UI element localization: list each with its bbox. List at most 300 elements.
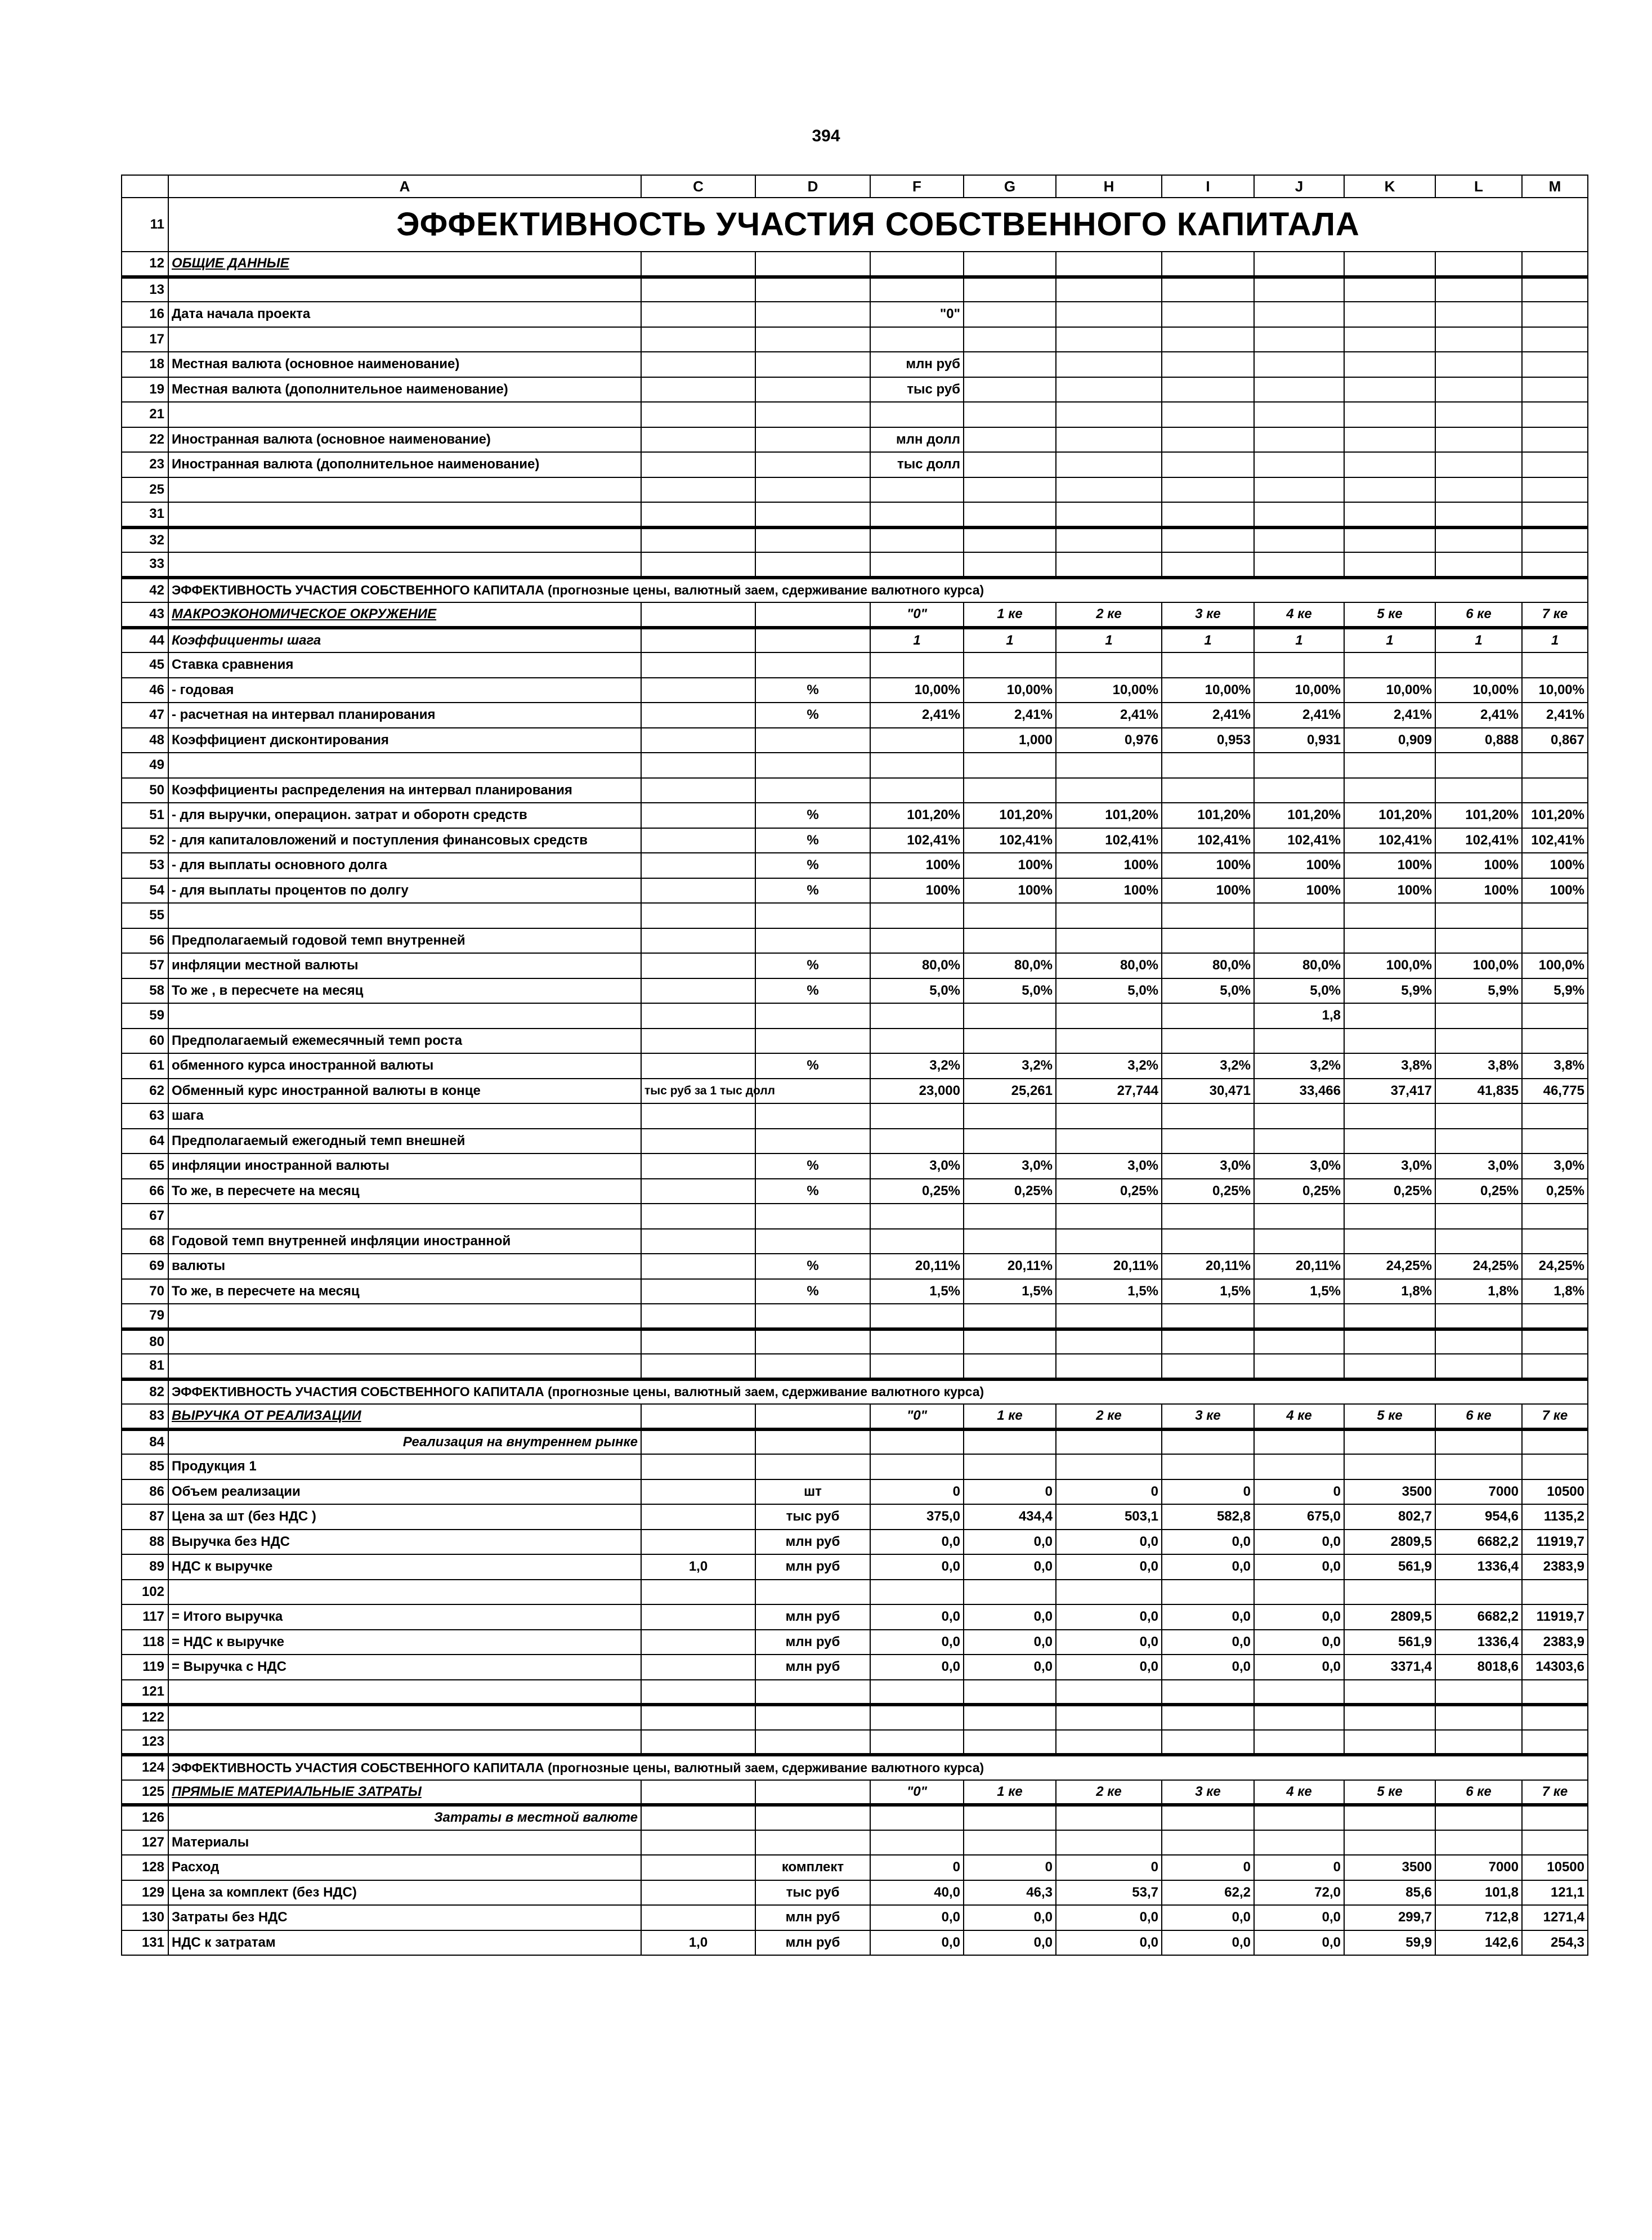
cell[interactable] — [641, 552, 755, 578]
row-label[interactable]: Предполагаемый ежемесячный темп роста — [168, 1029, 641, 1054]
cell[interactable]: 40,0 — [870, 1880, 964, 1906]
row-label[interactable]: шага — [168, 1103, 641, 1129]
cell[interactable]: % — [755, 1179, 870, 1204]
cell[interactable] — [1344, 477, 1435, 503]
cell[interactable] — [1254, 1755, 1344, 1780]
row-label[interactable]: ЭФФЕКТИВНОСТЬ УЧАСТИЯ СОБСТВЕННОГО КАПИТАЛА (прогнозные цены, валютный заем, сдерживание валютного курса) — [168, 1379, 641, 1405]
cell[interactable] — [1254, 1429, 1344, 1455]
row-label[interactable]: Затраты без НДС — [168, 1905, 641, 1930]
cell[interactable] — [1344, 1354, 1435, 1379]
cell[interactable] — [1162, 302, 1254, 327]
cell[interactable]: 3,2% — [1056, 1053, 1162, 1079]
cell[interactable]: 100% — [870, 853, 964, 878]
row-label[interactable]: = НДС к выручке — [168, 1630, 641, 1655]
cell[interactable] — [870, 277, 964, 302]
cell[interactable] — [870, 1680, 964, 1705]
column-header-k[interactable]: K — [1344, 175, 1435, 198]
cell[interactable] — [964, 502, 1056, 527]
cell[interactable] — [870, 1229, 964, 1254]
cell[interactable] — [1162, 1705, 1254, 1730]
cell[interactable]: 102,41% — [1254, 828, 1344, 853]
cell[interactable] — [1056, 502, 1162, 527]
cell[interactable] — [1522, 1029, 1588, 1054]
cell[interactable] — [755, 728, 870, 753]
cell[interactable] — [1254, 578, 1344, 603]
cell[interactable]: 72,0 — [1254, 1880, 1344, 1906]
cell[interactable] — [755, 1680, 870, 1705]
cell[interactable] — [1056, 1805, 1162, 1830]
cell[interactable] — [964, 1830, 1056, 1856]
row-label[interactable]: То же, в пересчете на месяц — [168, 1179, 641, 1204]
cell[interactable]: 2383,9 — [1522, 1630, 1588, 1655]
cell[interactable] — [641, 1129, 755, 1154]
cell[interactable] — [1162, 1204, 1254, 1229]
row-label[interactable]: обменного курса иностранной валюты — [168, 1053, 641, 1079]
cell[interactable] — [1344, 302, 1435, 327]
cell[interactable] — [641, 1905, 755, 1930]
cell[interactable]: 0,0 — [964, 1604, 1056, 1630]
cell[interactable] — [1254, 527, 1344, 553]
cell[interactable]: % — [755, 703, 870, 728]
cell[interactable] — [1056, 1229, 1162, 1254]
cell[interactable]: 6 ке — [1435, 1404, 1522, 1429]
row-label[interactable] — [168, 1730, 641, 1755]
cell[interactable]: 20,11% — [1254, 1254, 1344, 1279]
cell[interactable]: 5,9% — [1522, 978, 1588, 1004]
cell[interactable] — [1162, 1730, 1254, 1755]
cell[interactable] — [1344, 1229, 1435, 1254]
cell[interactable]: 5,9% — [1435, 978, 1522, 1004]
cell[interactable] — [1344, 502, 1435, 527]
cell[interactable]: 100% — [1522, 878, 1588, 904]
cell[interactable]: млн руб — [755, 1655, 870, 1680]
cell[interactable] — [1522, 277, 1588, 302]
cell[interactable] — [1056, 327, 1162, 352]
cell[interactable]: 0,0 — [870, 1655, 964, 1680]
cell[interactable] — [641, 928, 755, 954]
cell[interactable]: 24,25% — [1522, 1254, 1588, 1279]
cell[interactable] — [1056, 527, 1162, 553]
cell[interactable]: 0 — [1162, 1479, 1254, 1505]
cell[interactable] — [1056, 1705, 1162, 1730]
row-label[interactable]: Иностранная валюта (основное наименование) — [168, 427, 641, 453]
cell[interactable] — [755, 1229, 870, 1254]
cell[interactable]: 1336,4 — [1435, 1630, 1522, 1655]
cell[interactable]: 0,0 — [1162, 1930, 1254, 1956]
cell[interactable]: 101,8 — [1435, 1880, 1522, 1906]
cell[interactable] — [1056, 427, 1162, 453]
cell[interactable] — [1056, 1029, 1162, 1054]
cell[interactable] — [1344, 778, 1435, 803]
cell[interactable]: 3 ке — [1162, 1780, 1254, 1805]
cell[interactable] — [870, 753, 964, 778]
cell[interactable] — [1056, 1204, 1162, 1229]
cell[interactable] — [641, 1780, 755, 1805]
cell[interactable] — [1344, 1580, 1435, 1605]
cell[interactable] — [641, 1254, 755, 1279]
cell[interactable] — [1435, 928, 1522, 954]
cell[interactable] — [1344, 327, 1435, 352]
cell[interactable]: 2 ке — [1056, 1404, 1162, 1429]
cell[interactable] — [1056, 1830, 1162, 1856]
cell[interactable] — [964, 552, 1056, 578]
cell[interactable] — [755, 1705, 870, 1730]
cell[interactable]: 20,11% — [1162, 1254, 1254, 1279]
cell[interactable]: 6682,2 — [1435, 1604, 1522, 1630]
cell[interactable]: 1,5% — [1056, 1279, 1162, 1304]
cell[interactable]: 0,0 — [964, 1554, 1056, 1580]
cell[interactable] — [964, 1103, 1056, 1129]
cell[interactable] — [755, 928, 870, 954]
cell[interactable] — [1056, 402, 1162, 427]
cell[interactable]: 0,0 — [964, 1905, 1056, 1930]
cell[interactable] — [1162, 1454, 1254, 1479]
cell[interactable] — [964, 928, 1056, 954]
cell[interactable] — [964, 778, 1056, 803]
column-header-m[interactable]: M — [1522, 175, 1588, 198]
cell[interactable] — [1522, 1680, 1588, 1705]
cell[interactable] — [870, 477, 964, 503]
cell[interactable] — [1254, 1304, 1344, 1329]
cell[interactable]: 0,0 — [1056, 1630, 1162, 1655]
cell[interactable]: 712,8 — [1435, 1905, 1522, 1930]
cell[interactable] — [964, 402, 1056, 427]
cell[interactable]: 434,4 — [964, 1504, 1056, 1530]
cell[interactable] — [1435, 477, 1522, 503]
cell[interactable] — [1344, 352, 1435, 377]
row-label[interactable]: Иностранная валюта (дополнительное наименование) — [168, 452, 641, 477]
cell[interactable]: млн руб — [755, 1630, 870, 1655]
cell[interactable]: 53,7 — [1056, 1880, 1162, 1906]
cell[interactable]: 1 ке — [964, 1780, 1056, 1805]
cell[interactable] — [964, 1304, 1056, 1329]
cell[interactable] — [1056, 352, 1162, 377]
cell[interactable]: 80,0% — [870, 953, 964, 978]
cell[interactable] — [870, 502, 964, 527]
cell[interactable] — [641, 678, 755, 703]
row-label[interactable] — [168, 402, 641, 427]
cell[interactable] — [1522, 1755, 1588, 1780]
cell[interactable] — [755, 1404, 870, 1429]
cell[interactable] — [870, 1454, 964, 1479]
cell[interactable] — [1522, 578, 1588, 603]
cell[interactable] — [755, 327, 870, 352]
column-header-l[interactable]: L — [1435, 175, 1522, 198]
cell[interactable] — [1254, 1730, 1344, 1755]
cell[interactable] — [1056, 1129, 1162, 1154]
row-label[interactable]: = Итого выручка — [168, 1604, 641, 1630]
cell[interactable] — [641, 953, 755, 978]
cell[interactable] — [1254, 477, 1344, 503]
column-header-a[interactable]: A — [168, 175, 641, 198]
row-label[interactable]: инфляции иностранной валюты — [168, 1153, 641, 1179]
cell[interactable] — [1056, 277, 1162, 302]
cell[interactable] — [1162, 1354, 1254, 1379]
row-label[interactable]: Коэффициенты распределения на интервал планирования — [168, 778, 641, 803]
cell[interactable] — [964, 1029, 1056, 1054]
cell[interactable] — [1435, 527, 1522, 553]
cell[interactable] — [1254, 1379, 1344, 1405]
cell[interactable]: 0,0 — [870, 1930, 964, 1956]
cell[interactable]: 0 — [870, 1855, 964, 1880]
cell[interactable] — [1056, 652, 1162, 678]
cell[interactable] — [870, 1003, 964, 1029]
cell[interactable] — [1162, 1379, 1254, 1405]
cell[interactable] — [1344, 753, 1435, 778]
cell[interactable] — [1162, 402, 1254, 427]
cell[interactable]: 46,3 — [964, 1880, 1056, 1906]
cell[interactable]: 0,0 — [1056, 1930, 1162, 1956]
cell[interactable] — [1435, 252, 1522, 277]
cell[interactable]: 3,2% — [1162, 1053, 1254, 1079]
cell[interactable]: 3 ке — [1162, 602, 1254, 628]
cell[interactable] — [755, 1354, 870, 1379]
cell[interactable] — [1435, 1204, 1522, 1229]
cell[interactable] — [1522, 352, 1588, 377]
cell[interactable] — [870, 1029, 964, 1054]
cell[interactable]: 0,0 — [1162, 1604, 1254, 1630]
cell[interactable] — [755, 753, 870, 778]
cell[interactable] — [870, 552, 964, 578]
cell[interactable] — [755, 1580, 870, 1605]
cell[interactable] — [1435, 1103, 1522, 1129]
cell[interactable]: 0,953 — [1162, 728, 1254, 753]
cell[interactable]: млн руб — [755, 1930, 870, 1956]
cell[interactable] — [641, 1204, 755, 1229]
cell[interactable]: 10,00% — [1056, 678, 1162, 703]
cell[interactable] — [1344, 1454, 1435, 1479]
cell[interactable] — [755, 552, 870, 578]
cell[interactable]: 1 — [1344, 628, 1435, 653]
cell[interactable]: 1,5% — [870, 1279, 964, 1304]
cell[interactable] — [755, 452, 870, 477]
cell[interactable] — [1162, 1580, 1254, 1605]
cell[interactable]: 101,20% — [1254, 803, 1344, 828]
cell[interactable] — [1254, 1354, 1344, 1379]
cell[interactable]: млн руб — [755, 1604, 870, 1630]
cell[interactable]: 0,0 — [1056, 1530, 1162, 1555]
cell[interactable] — [641, 1229, 755, 1254]
cell[interactable] — [964, 1204, 1056, 1229]
cell[interactable] — [1435, 1680, 1522, 1705]
cell[interactable] — [1435, 402, 1522, 427]
cell[interactable]: % — [755, 853, 870, 878]
cell[interactable]: 101,20% — [1056, 803, 1162, 828]
cell[interactable]: 675,0 — [1254, 1504, 1344, 1530]
cell[interactable] — [870, 1204, 964, 1229]
cell[interactable] — [870, 1103, 964, 1129]
cell[interactable] — [1522, 1129, 1588, 1154]
cell[interactable]: 10,00% — [1522, 678, 1588, 703]
cell[interactable]: 5,0% — [964, 978, 1056, 1004]
cell[interactable]: 299,7 — [1344, 1905, 1435, 1930]
cell[interactable] — [1056, 477, 1162, 503]
cell[interactable] — [641, 1530, 755, 1555]
cell[interactable]: 0,0 — [870, 1530, 964, 1555]
cell[interactable] — [1435, 1429, 1522, 1455]
cell[interactable]: 102,41% — [1522, 828, 1588, 853]
cell[interactable]: 1 ке — [964, 1404, 1056, 1429]
cell[interactable]: 59,9 — [1344, 1930, 1435, 1956]
cell[interactable] — [1435, 1805, 1522, 1830]
cell[interactable] — [1254, 1129, 1344, 1154]
cell[interactable] — [1522, 452, 1588, 477]
cell[interactable] — [870, 1830, 964, 1856]
cell[interactable]: 0 — [1162, 1855, 1254, 1880]
cell[interactable]: 0 — [964, 1479, 1056, 1505]
cell[interactable] — [1162, 1680, 1254, 1705]
row-label[interactable]: - расчетная на интервал планирования — [168, 703, 641, 728]
cell[interactable]: 10500 — [1522, 1855, 1588, 1880]
cell[interactable] — [964, 903, 1056, 928]
cell[interactable]: 582,8 — [1162, 1504, 1254, 1530]
cell[interactable] — [1344, 1755, 1435, 1780]
cell[interactable]: 1 — [964, 628, 1056, 653]
cell[interactable] — [1522, 1379, 1588, 1405]
cell[interactable] — [1254, 552, 1344, 578]
cell[interactable] — [641, 1053, 755, 1079]
cell[interactable]: "0" — [870, 1404, 964, 1429]
cell[interactable] — [641, 1855, 755, 1880]
cell[interactable] — [964, 477, 1056, 503]
row-label[interactable]: Коэффициенты шага — [168, 628, 641, 653]
cell[interactable] — [1056, 1454, 1162, 1479]
cell[interactable] — [1344, 1805, 1435, 1830]
cell[interactable] — [870, 903, 964, 928]
cell[interactable] — [1344, 1830, 1435, 1856]
cell[interactable]: 101,20% — [1344, 803, 1435, 828]
cell[interactable]: 0,0 — [870, 1604, 964, 1630]
cell[interactable]: тыс руб — [755, 1504, 870, 1530]
row-label[interactable]: Дата начала проекта — [168, 302, 641, 327]
cell[interactable] — [641, 853, 755, 878]
cell[interactable]: % — [755, 1153, 870, 1179]
cell[interactable] — [1254, 427, 1344, 453]
row-label[interactable] — [168, 527, 641, 553]
cell[interactable]: 100% — [1162, 853, 1254, 878]
cell[interactable]: 23,000 — [870, 1079, 964, 1104]
cell[interactable]: 37,417 — [1344, 1079, 1435, 1104]
column-header-h[interactable]: H — [1056, 175, 1162, 198]
cell[interactable] — [1522, 302, 1588, 327]
cell[interactable]: % — [755, 803, 870, 828]
cell[interactable]: 2,41% — [1435, 703, 1522, 728]
cell[interactable]: 7 ке — [1522, 602, 1588, 628]
cell[interactable]: 1 — [1162, 628, 1254, 653]
cell[interactable] — [755, 602, 870, 628]
cell[interactable] — [870, 928, 964, 954]
row-label[interactable] — [168, 1304, 641, 1329]
cell[interactable]: тыс долл — [870, 452, 964, 477]
cell[interactable]: 0,25% — [1254, 1179, 1344, 1204]
cell[interactable] — [1056, 928, 1162, 954]
cell[interactable] — [964, 1580, 1056, 1605]
cell[interactable]: 3 ке — [1162, 1404, 1254, 1429]
cell[interactable] — [1162, 1304, 1254, 1329]
cell[interactable] — [641, 1304, 755, 1329]
cell[interactable] — [1344, 1705, 1435, 1730]
cell[interactable]: 1,8 — [1254, 1003, 1344, 1029]
cell[interactable] — [1344, 1730, 1435, 1755]
cell[interactable] — [1344, 552, 1435, 578]
cell[interactable] — [1435, 1329, 1522, 1354]
row-label[interactable]: ПРЯМЫЕ МАТЕРИАЛЬНЫЕ ЗАТРАТЫ — [168, 1780, 641, 1805]
cell[interactable]: 25,261 — [964, 1079, 1056, 1104]
cell[interactable]: 0,976 — [1056, 728, 1162, 753]
cell[interactable] — [1254, 1580, 1344, 1605]
cell[interactable] — [964, 1680, 1056, 1705]
cell[interactable]: 2 ке — [1056, 1780, 1162, 1805]
cell[interactable] — [1254, 252, 1344, 277]
cell[interactable] — [755, 377, 870, 403]
cell[interactable]: 3500 — [1344, 1855, 1435, 1880]
cell[interactable] — [1254, 1680, 1344, 1705]
cell[interactable] — [641, 803, 755, 828]
cell[interactable] — [964, 1429, 1056, 1455]
cell[interactable] — [755, 1029, 870, 1054]
cell[interactable]: 0,0 — [964, 1930, 1056, 1956]
cell[interactable] — [1162, 252, 1254, 277]
row-label[interactable] — [168, 502, 641, 527]
row-label[interactable]: То же , в пересчете на месяц — [168, 978, 641, 1004]
row-label[interactable]: ВЫРУЧКА ОТ РЕАЛИЗАЦИИ — [168, 1404, 641, 1429]
row-label[interactable]: инфляции местной валюты — [168, 953, 641, 978]
cell[interactable] — [641, 427, 755, 453]
cell[interactable] — [1435, 502, 1522, 527]
cell[interactable]: 80,0% — [1254, 953, 1344, 978]
cell[interactable] — [1162, 1003, 1254, 1029]
cell[interactable] — [1254, 377, 1344, 403]
cell[interactable]: тыс руб за 1 тыс долл — [641, 1079, 755, 1104]
cell[interactable] — [1344, 1129, 1435, 1154]
cell[interactable] — [755, 427, 870, 453]
cell[interactable]: 6 ке — [1435, 602, 1522, 628]
row-label[interactable] — [168, 903, 641, 928]
cell[interactable] — [1162, 327, 1254, 352]
cell[interactable]: 2,41% — [1056, 703, 1162, 728]
cell[interactable]: % — [755, 878, 870, 904]
cell[interactable] — [755, 302, 870, 327]
cell[interactable]: 101,20% — [1162, 803, 1254, 828]
cell[interactable]: 0,0 — [1162, 1530, 1254, 1555]
cell[interactable] — [641, 302, 755, 327]
cell[interactable] — [964, 427, 1056, 453]
cell[interactable] — [1162, 277, 1254, 302]
cell[interactable] — [870, 1730, 964, 1755]
cell[interactable] — [1056, 377, 1162, 403]
cell[interactable]: 102,41% — [964, 828, 1056, 853]
cell[interactable] — [870, 1580, 964, 1605]
cell[interactable]: 3,2% — [964, 1053, 1056, 1079]
cell[interactable] — [1435, 1755, 1522, 1780]
cell[interactable] — [1162, 452, 1254, 477]
cell[interactable] — [755, 1830, 870, 1856]
cell[interactable] — [1056, 1304, 1162, 1329]
cell[interactable]: 62,2 — [1162, 1880, 1254, 1906]
cell[interactable]: 0,888 — [1435, 728, 1522, 753]
cell[interactable]: 1 — [1435, 628, 1522, 653]
cell[interactable] — [1254, 302, 1344, 327]
cell[interactable]: 1 — [870, 628, 964, 653]
cell[interactable] — [641, 527, 755, 553]
row-label[interactable]: Продукция 1 — [168, 1454, 641, 1479]
cell[interactable] — [1435, 1304, 1522, 1329]
cell[interactable] — [870, 1705, 964, 1730]
cell[interactable] — [1254, 327, 1344, 352]
cell[interactable]: 3,0% — [870, 1153, 964, 1179]
cell[interactable] — [1162, 1755, 1254, 1780]
cell[interactable]: 0,0 — [1254, 1655, 1344, 1680]
